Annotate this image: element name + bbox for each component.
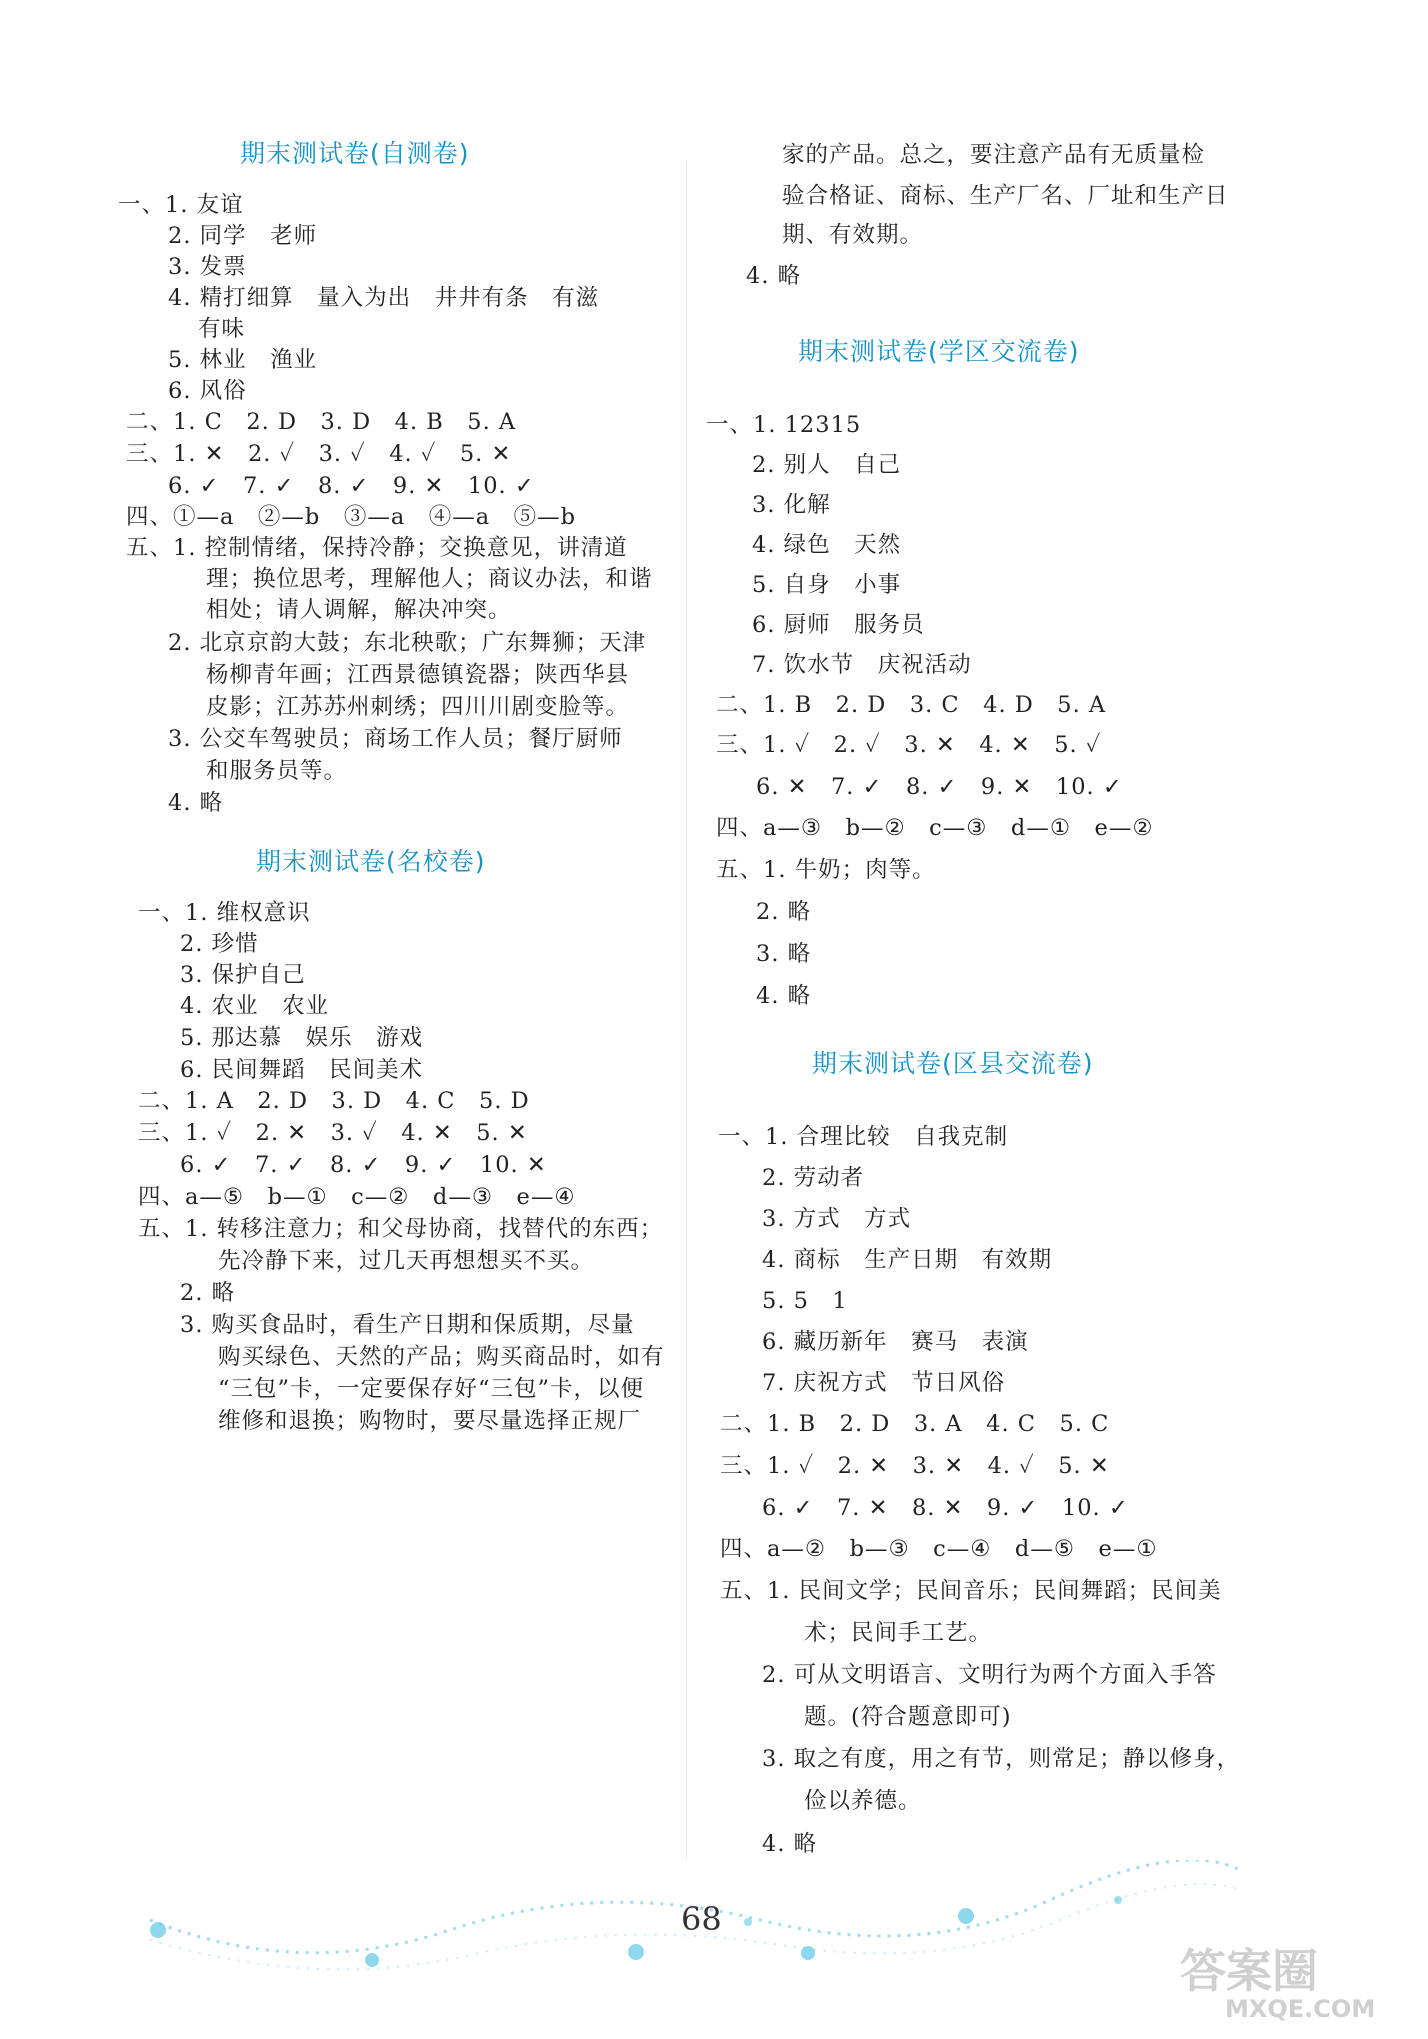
answer-line: 俭以养德。 bbox=[804, 1788, 922, 1814]
answer-line: 期、有效期。 bbox=[782, 222, 924, 248]
watermark-url: MXQE.COM bbox=[1225, 1995, 1376, 2023]
answer-line: 一、1. 友谊 bbox=[118, 192, 244, 218]
answer-line: 5. 那达慕 娱乐 游戏 bbox=[180, 1025, 424, 1051]
watermark-logo: 答案圈 bbox=[1180, 1944, 1318, 1998]
answer-line: “三包”卡，一定要保存好“三包”卡，以便 bbox=[218, 1376, 645, 1402]
answer-line: 6. ✓ 7. ✕ 8. ✕ 9. ✓ 10. ✓ bbox=[762, 1495, 1129, 1521]
answer-line: 3. 化解 bbox=[752, 492, 831, 518]
section-title-famous-school: 期末测试卷(名校卷) bbox=[256, 847, 486, 876]
answer-line: 3. 取之有度，用之有节，则常足；静以修身， bbox=[762, 1746, 1241, 1772]
answer-line: 4. 农业 农业 bbox=[180, 993, 330, 1019]
answer-line: 4. 绿色 天然 bbox=[752, 532, 902, 558]
answer-line: 4. 略 bbox=[756, 983, 812, 1009]
answer-line: 题。(符合题意即可) bbox=[804, 1704, 1012, 1730]
answer-line: 2. 略 bbox=[756, 899, 812, 925]
answer-line: 6. 风俗 bbox=[168, 378, 247, 404]
answer-line: 4. 商标 生产日期 有效期 bbox=[762, 1247, 1053, 1273]
answer-line: 五、1. 转移注意力；和父母协商，找替代的东西； bbox=[138, 1216, 664, 1242]
answer-line: 一、1. 合理比较 自我克制 bbox=[718, 1124, 1009, 1150]
answer-line: 术；民间手工艺。 bbox=[804, 1620, 993, 1646]
answer-line: 4. 略 bbox=[746, 263, 802, 289]
answer-line: 四、a—⑤ b—① c—② d—③ e—④ bbox=[138, 1184, 576, 1210]
answer-line: 二、1. C 2. D 3. D 4. B 5. A bbox=[126, 409, 517, 435]
answer-line: 5. 自身 小事 bbox=[752, 572, 902, 598]
answer-line: 二、1. B 2. D 3. A 4. C 5. C bbox=[720, 1411, 1110, 1437]
answer-line: 2. 劳动者 bbox=[762, 1165, 865, 1191]
answer-line: 理；换位思考，理解他人；商议办法，和谐 bbox=[206, 566, 653, 592]
answer-line: 购买绿色、天然的产品；购买商品时，如有 bbox=[218, 1344, 665, 1370]
answer-line: 4. 略 bbox=[168, 790, 224, 816]
answer-line: 4. 略 bbox=[762, 1831, 818, 1857]
answer-line: 五、1. 控制情绪，保持冷静；交换意见，讲清道 bbox=[126, 535, 628, 561]
answer-line: 2. 别人 自己 bbox=[752, 452, 902, 478]
answer-line: 5. 林业 渔业 bbox=[168, 347, 318, 373]
answer-line: 4. 精打细算 量入为出 井井有条 有滋 bbox=[168, 285, 600, 311]
answer-line: 皮影；江苏苏州刺绣；四川川剧变脸等。 bbox=[206, 694, 630, 720]
section-title-self-test: 期末测试卷(自测卷) bbox=[240, 139, 470, 168]
answer-line: 三、1. ✓ 2. ✕ 3. ✓ 4. ✕ 5. ✕ bbox=[138, 1120, 528, 1146]
answer-line: 四、a—③ b—② c—③ d—① e—② bbox=[716, 815, 1154, 841]
answer-line: 6. 厨师 服务员 bbox=[752, 612, 925, 638]
answer-line: 2. 同学 老师 bbox=[168, 223, 318, 249]
answer-line: 三、1. ✓ 2. ✓ 3. ✕ 4. ✕ 5. ✓ bbox=[716, 732, 1102, 758]
answer-line: 先冷静下来，过几天再想想买不买。 bbox=[218, 1248, 595, 1274]
answer-line: 2. 略 bbox=[180, 1280, 236, 1306]
answer-line: 2. 可从文明语言、文明行为两个方面入手答 bbox=[762, 1662, 1217, 1688]
answer-line: 杨柳青年画；江西景德镇瓷器；陕西华县 bbox=[206, 662, 630, 688]
answer-line: 一、1. 维权意识 bbox=[138, 900, 311, 926]
answer-line: 7. 庆祝方式 节日风俗 bbox=[762, 1370, 1006, 1396]
answer-line: 四、a—② b—③ c—④ d—⑤ e—① bbox=[720, 1536, 1158, 1562]
answer-line: 3. 公交车驾驶员；商场工作人员；餐厅厨师 bbox=[168, 726, 623, 752]
answer-line: 6. 藏历新年 赛马 表演 bbox=[762, 1329, 1029, 1355]
answer-line: 3. 保护自己 bbox=[180, 962, 306, 988]
section-title-county-exchange: 期末测试卷(区县交流卷) bbox=[812, 1049, 1094, 1078]
answer-line: 2. 珍惜 bbox=[180, 931, 259, 957]
answer-line: 3. 发票 bbox=[168, 254, 247, 280]
answer-line: 和服务员等。 bbox=[206, 758, 348, 784]
column-divider bbox=[686, 160, 687, 1860]
answer-line: 四、①—a ②—b ③—a ④—a ⑤—b bbox=[126, 504, 577, 530]
answer-line: 相处；请人调解，解决冲突。 bbox=[206, 597, 512, 623]
answer-line: 一、1. 12315 bbox=[706, 412, 862, 438]
answer-line: 3. 略 bbox=[756, 941, 812, 967]
answer-line: 维修和退换；购物时，要尽量选择正规厂 bbox=[218, 1408, 642, 1434]
answer-line: 有味 bbox=[198, 316, 246, 342]
answer-line: 三、1. ✕ 2. ✓ 3. ✓ 4. ✓ 5. ✕ bbox=[126, 441, 512, 467]
page-number: 68 bbox=[681, 1900, 722, 1938]
answer-line: 3. 购买食品时，看生产日期和保质期，尽量 bbox=[180, 1312, 635, 1338]
answer-line: 家的产品。总之，要注意产品有无质量检 bbox=[782, 142, 1206, 168]
answer-line: 6. ✕ 7. ✓ 8. ✓ 9. ✕ 10. ✓ bbox=[756, 774, 1123, 800]
answer-line: 五、1. 民间文学；民间音乐；民间舞蹈；民间美 bbox=[720, 1578, 1222, 1604]
answer-line: 7. 饮水节 庆祝活动 bbox=[752, 652, 972, 678]
answer-line: 二、1. B 2. D 3. C 4. D 5. A bbox=[716, 692, 1107, 718]
answer-line: 2. 北京京韵大鼓；东北秧歌；广东舞狮；天津 bbox=[168, 630, 647, 656]
answer-line: 3. 方式 方式 bbox=[762, 1206, 912, 1232]
answer-line: 二、1. A 2. D 3. D 4. C 5. D bbox=[138, 1088, 530, 1114]
answer-line: 6. ✓ 7. ✓ 8. ✓ 9. ✓ 10. ✕ bbox=[180, 1152, 547, 1178]
answer-line: 验合格证、商标、生产厂名、厂址和生产日 bbox=[782, 183, 1229, 209]
section-title-district-exchange: 期末测试卷(学区交流卷) bbox=[798, 337, 1080, 366]
answer-line: 5. 5 1 bbox=[762, 1288, 848, 1314]
answer-line: 五、1. 牛奶；肉等。 bbox=[716, 857, 936, 883]
answer-line: 6. ✓ 7. ✓ 8. ✓ 9. ✕ 10. ✓ bbox=[168, 473, 535, 499]
answer-line: 三、1. ✓ 2. ✕ 3. ✕ 4. ✓ 5. ✕ bbox=[720, 1453, 1110, 1479]
answer-line: 6. 民间舞蹈 民间美术 bbox=[180, 1057, 424, 1083]
